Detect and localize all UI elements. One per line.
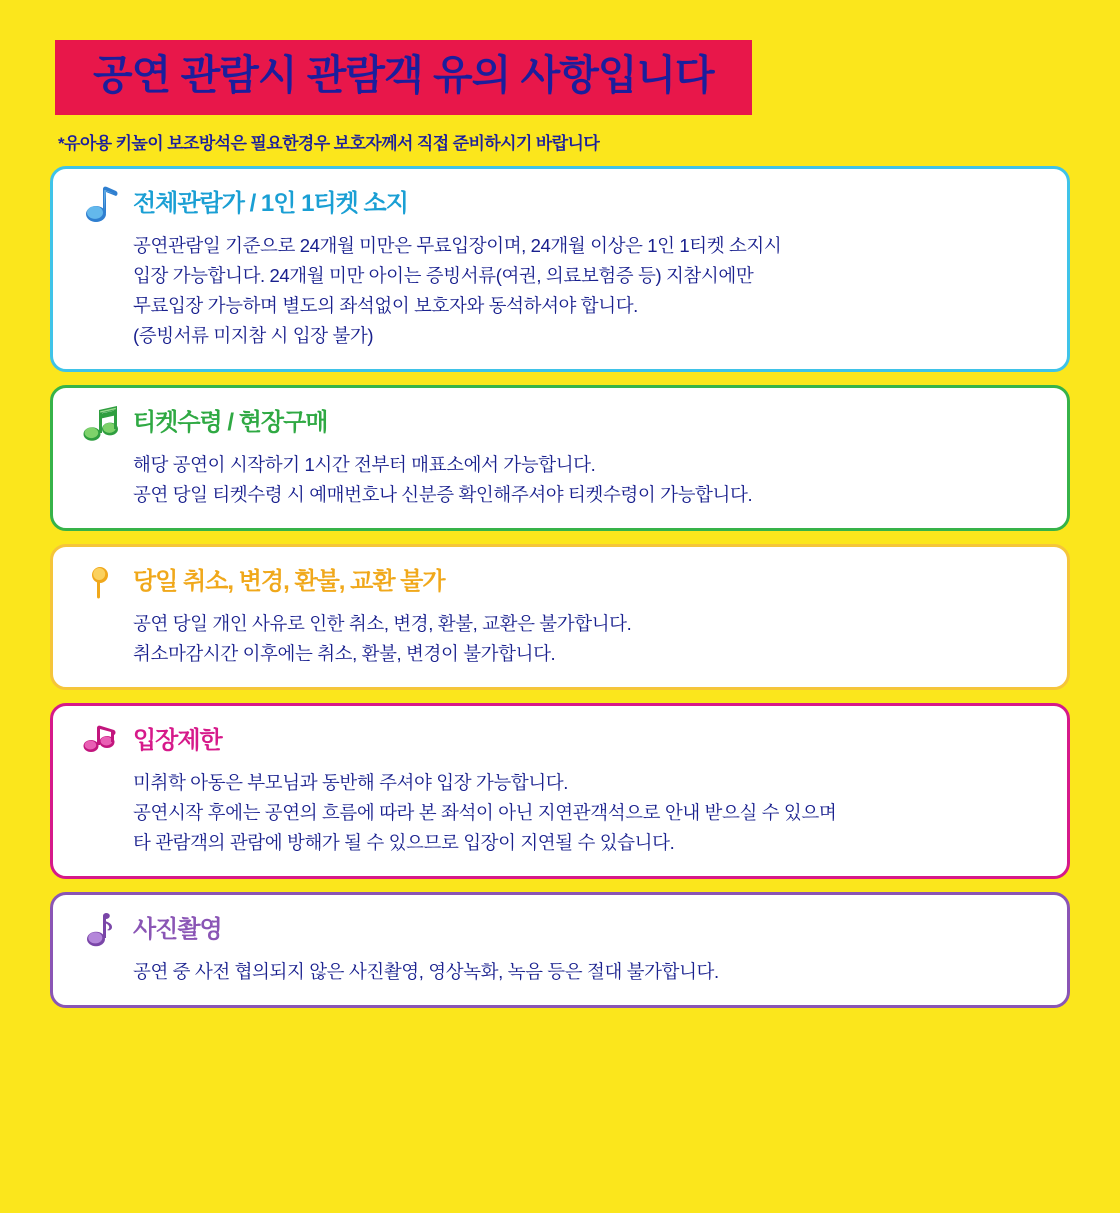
card-title: 사진촬영 [133, 915, 222, 943]
card-line: 타 관람객의 관람에 방해가 될 수 있으므로 입장이 지연될 수 있습니다. [133, 831, 675, 853]
card-line: 공연시작 후에는 공연의 흐름에 따라 본 좌석이 아닌 지연관객석으로 안내 받으실 수 있으며 [133, 801, 837, 823]
page-title: 공연 관람시 관람객 유의 사항입니다 [93, 52, 714, 98]
card-line: 취소마감시간 이후에는 취소, 환불, 변경이 불가합니다. [133, 642, 556, 664]
note-single-icon [83, 183, 123, 225]
card-line: 공연관람일 기준으로 24개월 미만은 무료입장이며, 24개월 이상은 1인 1티켓 소지시 [133, 235, 782, 257]
card-title: 입장제한 [133, 726, 222, 754]
card-line: 무료입장 가능하며 별도의 좌석없이 보호자와 동석하셔야 합니다. [133, 294, 638, 316]
card-body [75, 450, 1045, 510]
card-line: 공연 당일 티켓수령 시 예매번호나 신분증 확인해주셔야 티켓수령이 가능합니다. [133, 483, 753, 505]
card-header [75, 909, 1045, 951]
card-title: 전체관람가 / 1인 1티켓 소지 [133, 190, 408, 218]
card-line: 공연 중 사전 협의되지 않은 사진촬영, 영상녹화, 녹음 등은 절대 불가합니다. [133, 960, 719, 982]
card-header [75, 183, 1045, 225]
page-subtitle: *유아용 키높이 보조방석은 필요한경우 보호자께서 직접 준비하시기 바랍니다 [58, 134, 600, 154]
card-line: 입장 가능합니다. 24개월 미만 아이는 증빙서류(여권, 의료보험증 등) 지참시에만 [133, 265, 754, 287]
card-line: 미취학 아동은 부모님과 동반해 주셔야 입장 가능합니다. [133, 771, 569, 793]
title-banner [55, 40, 752, 115]
notice-card [50, 544, 1070, 690]
card-line: 해당 공연이 시작하기 1시간 전부터 매표소에서 가능합니다. [133, 453, 596, 475]
card-body [75, 609, 1045, 669]
card-line: 공연 당일 개인 사유로 인한 취소, 변경, 환불, 교환은 불가합니다. [133, 612, 632, 634]
card-body [75, 768, 1045, 858]
notice-card [50, 703, 1070, 879]
card-body [75, 231, 1045, 351]
note-thin-icon [83, 561, 123, 603]
card-line: (증빙서류 미지참 시 입장 불가) [133, 324, 374, 346]
card-title: 당일 취소, 변경, 환불, 교환 불가 [133, 567, 445, 595]
notice-card-list [50, 166, 1070, 1008]
notice-card [50, 166, 1070, 372]
card-header [75, 720, 1045, 762]
beamed-notes-icon [83, 402, 123, 444]
card-body [75, 957, 1045, 987]
card-header [75, 561, 1045, 603]
treble-note-icon [83, 909, 123, 951]
card-title: 티켓수령 / 현장구매 [133, 408, 328, 436]
notice-card [50, 385, 1070, 531]
double-note-icon [83, 720, 123, 762]
card-header [75, 402, 1045, 444]
notice-card [50, 892, 1070, 1008]
